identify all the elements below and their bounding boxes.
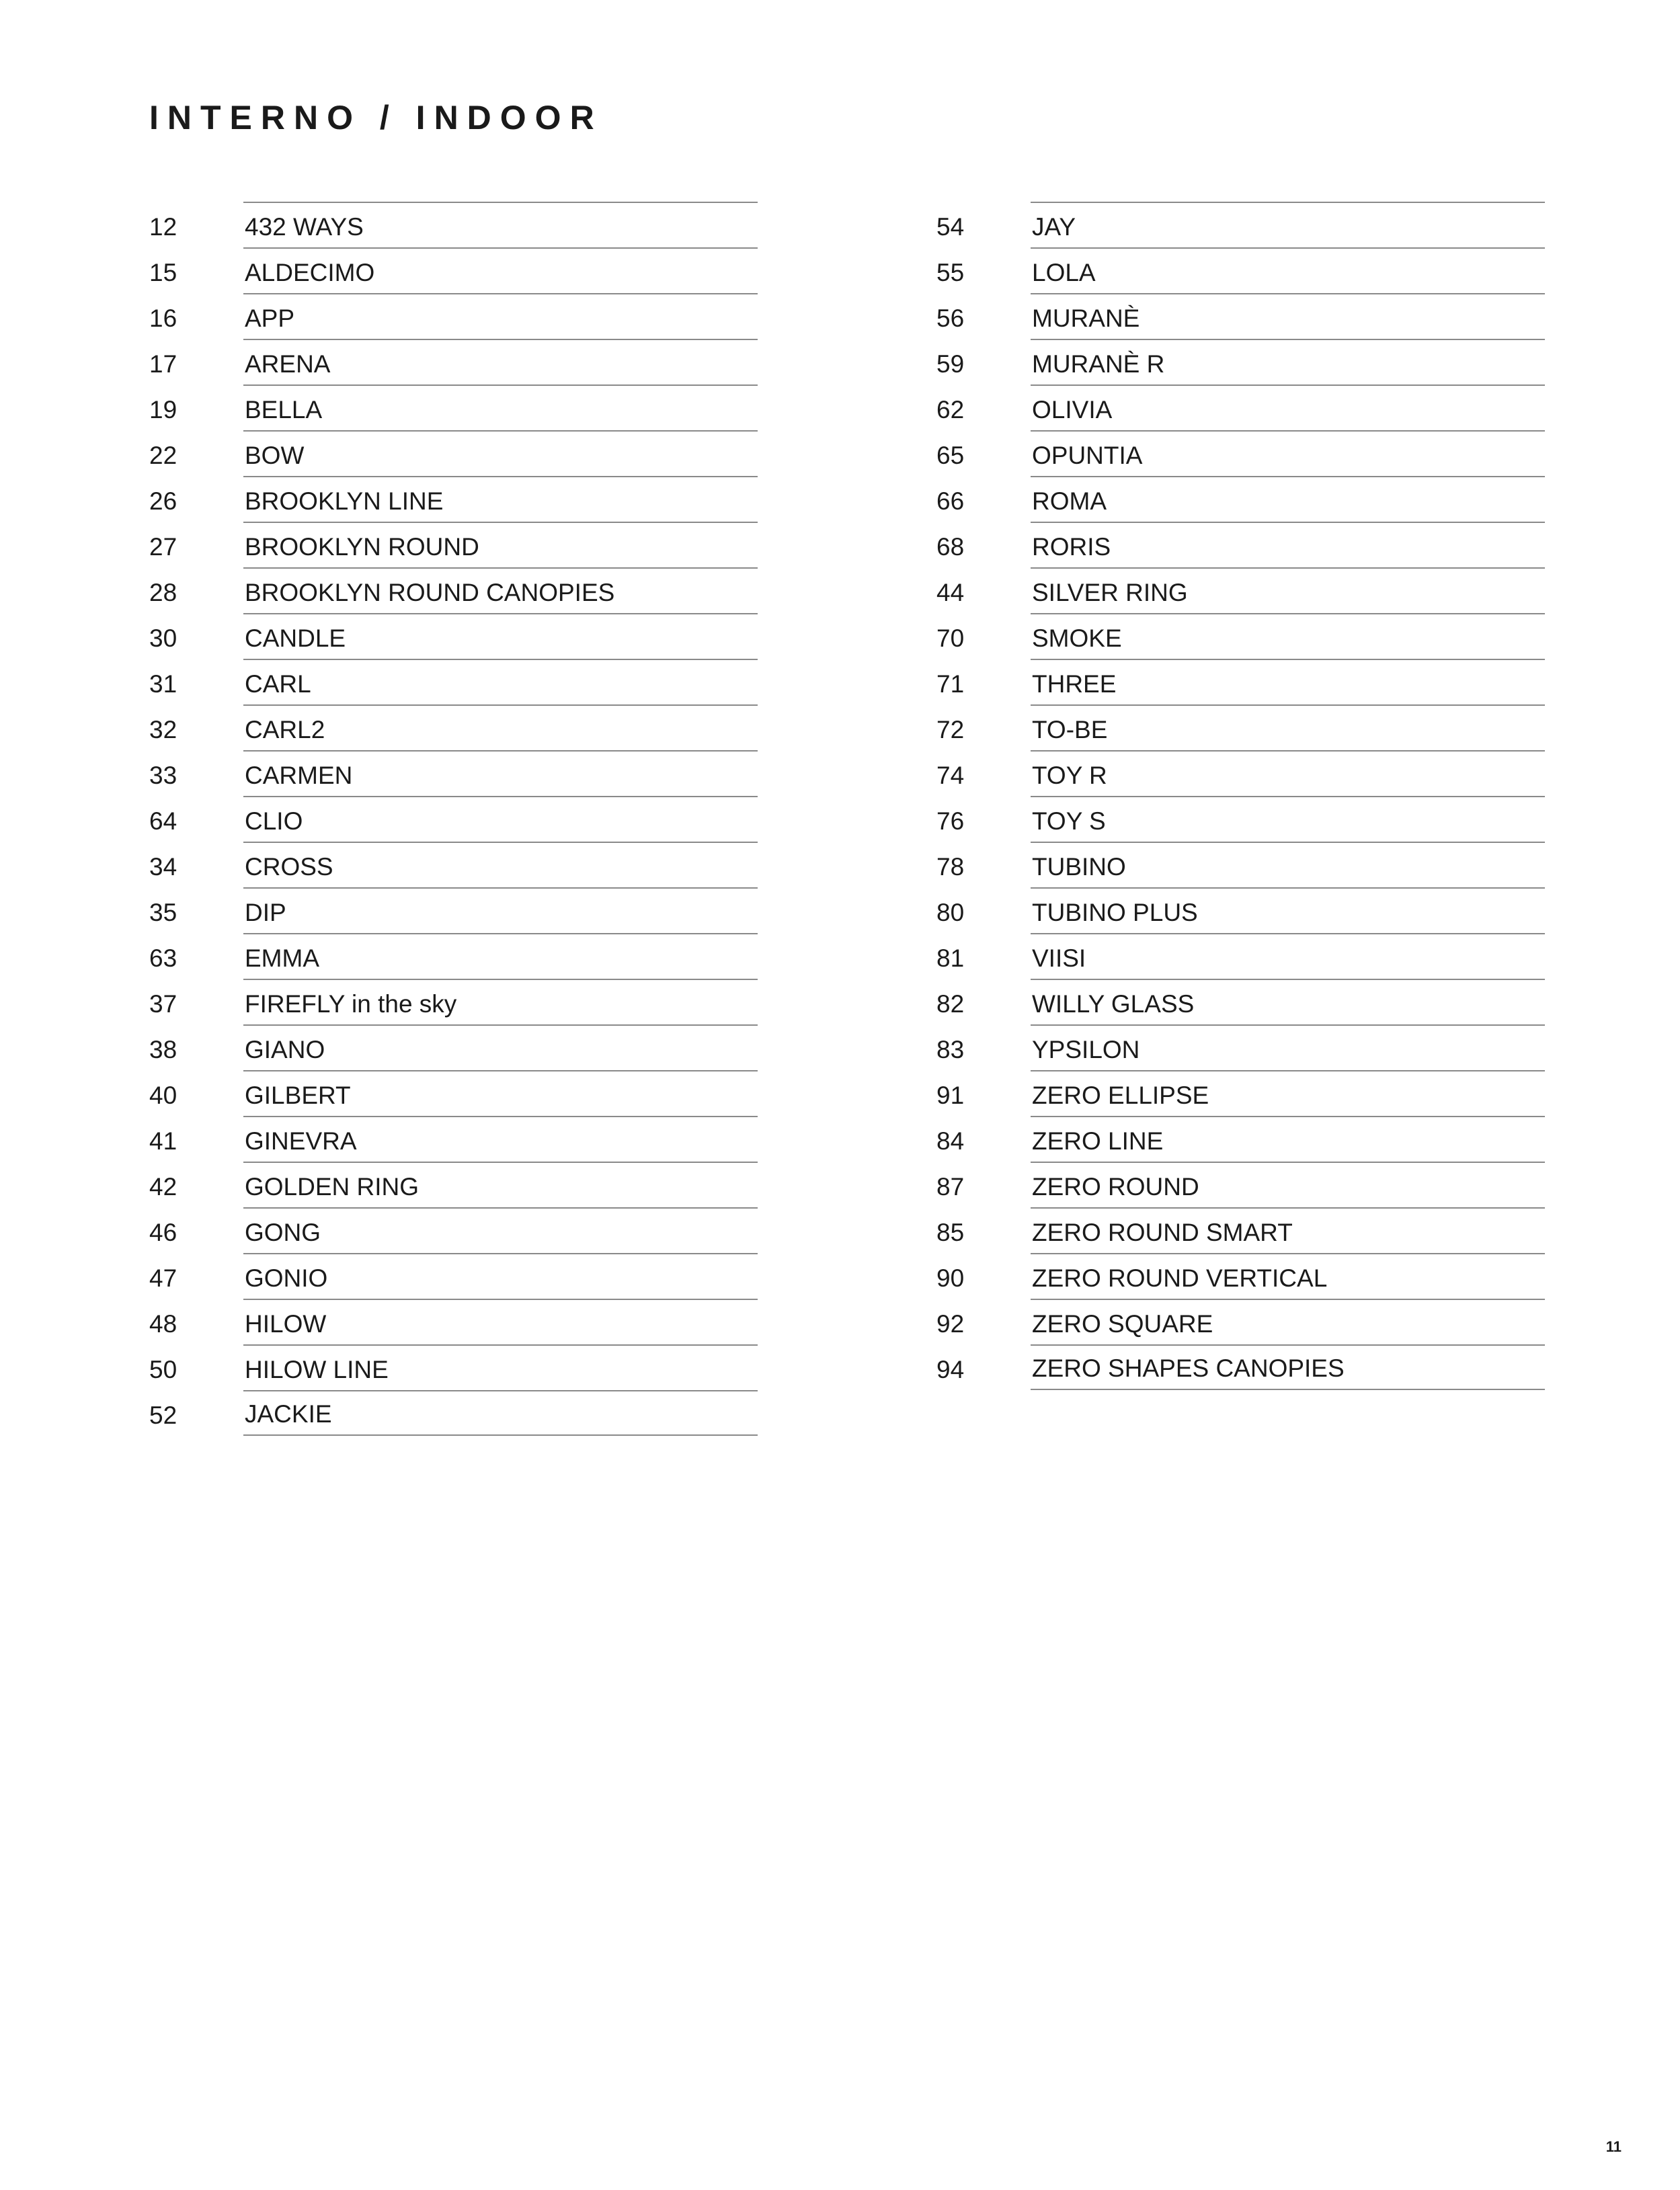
index-entry xyxy=(149,887,758,933)
index-page-number: 34 xyxy=(149,853,177,881)
index-page-number: 41 xyxy=(149,1127,177,1155)
index-entry xyxy=(149,430,758,476)
index-page-number: 33 xyxy=(149,762,177,789)
index-product-name: BROOKLYN LINE xyxy=(245,487,444,515)
index-product-name: DIP xyxy=(245,899,286,926)
index-product-name: CROSS xyxy=(245,853,333,881)
index-entry xyxy=(936,1070,1545,1116)
index-name-cell xyxy=(1031,476,1545,522)
index-entry xyxy=(936,979,1545,1024)
index-page-number: 90 xyxy=(936,1264,965,1292)
index-name-cell xyxy=(1031,1070,1545,1116)
index-name-cell xyxy=(1031,430,1545,476)
index-name-cell xyxy=(243,750,758,796)
index-entry xyxy=(149,202,758,247)
index-product-name: SILVER RING xyxy=(1032,579,1188,606)
index-page-number: 92 xyxy=(936,1310,965,1338)
index-product-name: RORIS xyxy=(1032,533,1111,561)
index-product-name: CARMEN xyxy=(245,762,353,789)
index-product-name: WILLY GLASS xyxy=(1032,990,1195,1018)
index-name-cell xyxy=(243,1024,758,1070)
index-name-cell xyxy=(1031,704,1545,750)
index-name-cell xyxy=(1031,384,1545,430)
index-page-number: 42 xyxy=(149,1173,177,1201)
index-product-name: GONG xyxy=(245,1219,321,1246)
index-page-number: 32 xyxy=(149,716,177,743)
index-entry xyxy=(149,1116,758,1162)
index-entry xyxy=(149,842,758,887)
index-name-cell xyxy=(243,1299,758,1344)
index-product-name: TOY S xyxy=(1032,807,1106,835)
index-page-number: 72 xyxy=(936,716,965,743)
index-product-name: YPSILON xyxy=(1032,1036,1140,1063)
index-page-number: 91 xyxy=(936,1082,965,1109)
index-product-name: THREE xyxy=(1032,670,1117,698)
index-name-cell xyxy=(243,1207,758,1253)
index-entry xyxy=(149,933,758,979)
index-name-cell xyxy=(243,704,758,750)
index-product-name: GONIO xyxy=(245,1264,328,1292)
index-page-number: 76 xyxy=(936,807,965,835)
index-page-number: 26 xyxy=(149,487,177,515)
index-column-left xyxy=(149,202,758,1436)
index-entry xyxy=(936,842,1545,887)
index-product-name: EMMA xyxy=(245,944,319,972)
page-number: 11 xyxy=(1605,2138,1622,2155)
index-name-cell xyxy=(1031,1299,1545,1344)
index-entry xyxy=(936,293,1545,339)
index-product-name: CLIO xyxy=(245,807,303,835)
index-product-name: BROOKLYN ROUND CANOPIES xyxy=(245,579,615,606)
index-name-cell xyxy=(1031,339,1545,384)
index-entry xyxy=(149,247,758,293)
index-column-right xyxy=(936,202,1545,1390)
index-name-cell xyxy=(243,1162,758,1207)
index-name-cell xyxy=(243,979,758,1024)
index-product-name: FIREFLY in the sky xyxy=(245,990,457,1018)
index-product-name: HILOW LINE xyxy=(245,1356,389,1383)
index-name-cell xyxy=(243,1390,758,1436)
index-entry xyxy=(149,476,758,522)
index-page-number: 38 xyxy=(149,1036,177,1063)
index-page-number: 66 xyxy=(936,487,965,515)
index-name-cell xyxy=(1031,247,1545,293)
index-entry xyxy=(149,1344,758,1390)
index-product-name: 432 WAYS xyxy=(245,213,364,241)
index-product-name: BROOKLYN ROUND xyxy=(245,533,479,561)
index-product-name: ROMA xyxy=(1032,487,1107,515)
index-entry xyxy=(936,430,1545,476)
index-page-number: 48 xyxy=(149,1310,177,1338)
index-page-number: 40 xyxy=(149,1082,177,1109)
index-page-number: 30 xyxy=(149,624,177,652)
index-entry xyxy=(936,339,1545,384)
index-product-name: JACKIE xyxy=(245,1400,332,1428)
index-product-name: CARL xyxy=(245,670,311,698)
index-entry xyxy=(149,613,758,659)
index-entry xyxy=(149,293,758,339)
index-product-name: TUBINO PLUS xyxy=(1032,899,1198,926)
index-entry xyxy=(149,1162,758,1207)
index-name-cell xyxy=(1031,979,1545,1024)
index-entry xyxy=(936,1024,1545,1070)
index-product-name: GIANO xyxy=(245,1036,325,1063)
index-product-name: ZERO LINE xyxy=(1032,1127,1164,1155)
index-page-number: 28 xyxy=(149,579,177,606)
index-page-number: 81 xyxy=(936,944,965,972)
index-name-cell xyxy=(243,247,758,293)
index-page-number: 37 xyxy=(149,990,177,1018)
index-entry xyxy=(936,1116,1545,1162)
index-name-cell xyxy=(243,887,758,933)
index-product-name: OLIVIA xyxy=(1032,396,1113,423)
index-product-name: HILOW xyxy=(245,1310,327,1338)
index-product-name: ZERO ELLIPSE xyxy=(1032,1082,1209,1109)
index-entry xyxy=(936,202,1545,247)
index-entry xyxy=(149,384,758,430)
index-name-cell xyxy=(243,476,758,522)
index-page-number: 44 xyxy=(936,579,965,606)
index-page-number: 50 xyxy=(149,1356,177,1383)
index-name-cell xyxy=(243,293,758,339)
index-name-cell xyxy=(243,613,758,659)
index-page-number: 12 xyxy=(149,213,177,241)
index-entry xyxy=(936,704,1545,750)
index-page-number: 22 xyxy=(149,442,177,469)
index-entry xyxy=(936,1253,1545,1299)
index-name-cell xyxy=(1031,1344,1545,1390)
index-product-name: GINEVRA xyxy=(245,1127,357,1155)
index-entry xyxy=(936,796,1545,842)
index-entry xyxy=(936,567,1545,613)
index-entry xyxy=(936,1162,1545,1207)
index-name-cell xyxy=(243,1070,758,1116)
index-product-name: CANDLE xyxy=(245,624,346,652)
index-page-number: 52 xyxy=(149,1402,177,1429)
index-page-number: 83 xyxy=(936,1036,965,1063)
index-name-cell xyxy=(243,796,758,842)
index-entry xyxy=(936,659,1545,704)
index-page-number: 74 xyxy=(936,762,965,789)
index-page-number: 71 xyxy=(936,670,965,698)
index-product-name: TUBINO xyxy=(1032,853,1126,881)
index-product-name: ZERO ROUND xyxy=(1032,1173,1199,1201)
index-product-name: JAY xyxy=(1032,213,1076,241)
index-name-cell xyxy=(243,567,758,613)
index-product-name: ZERO SQUARE xyxy=(1032,1310,1213,1338)
index-page-number: 15 xyxy=(149,259,177,286)
index-page-number: 65 xyxy=(936,442,965,469)
index-name-cell xyxy=(243,659,758,704)
index-name-cell xyxy=(1031,202,1545,247)
index-page-number: 70 xyxy=(936,624,965,652)
index-product-name: APP xyxy=(245,305,295,332)
index-page-number: 82 xyxy=(936,990,965,1018)
index-entry xyxy=(149,1070,758,1116)
index-name-cell xyxy=(1031,1024,1545,1070)
index-entry xyxy=(149,1390,758,1436)
index-product-name: OPUNTIA xyxy=(1032,442,1143,469)
index-entry xyxy=(936,1344,1545,1390)
index-product-name: SMOKE xyxy=(1032,624,1122,652)
index-product-name: ZERO SHAPES CANOPIES xyxy=(1032,1354,1345,1382)
index-page-number: 27 xyxy=(149,533,177,561)
index-product-name: TOY R xyxy=(1032,762,1107,789)
index-entry xyxy=(149,522,758,567)
index-entry xyxy=(936,247,1545,293)
index-name-cell xyxy=(243,1253,758,1299)
index-product-name: BELLA xyxy=(245,396,323,423)
index-page-number: 64 xyxy=(149,807,177,835)
index-name-cell xyxy=(243,933,758,979)
index-entry xyxy=(936,384,1545,430)
index-entry xyxy=(149,1253,758,1299)
index-page-number: 59 xyxy=(936,350,965,378)
index-name-cell xyxy=(243,1116,758,1162)
index-entry xyxy=(149,979,758,1024)
index-name-cell xyxy=(243,522,758,567)
index-page-number: 80 xyxy=(936,899,965,926)
index-page-number: 31 xyxy=(149,670,177,698)
index-page-number: 19 xyxy=(149,396,177,423)
index-name-cell xyxy=(243,842,758,887)
index-name-cell xyxy=(1031,613,1545,659)
index-product-name: CARL2 xyxy=(245,716,325,743)
index-name-cell xyxy=(1031,887,1545,933)
index-name-cell xyxy=(1031,1116,1545,1162)
index-name-cell xyxy=(1031,796,1545,842)
index-entry xyxy=(149,567,758,613)
index-page-number: 68 xyxy=(936,533,965,561)
page-title: INTERNO / INDOOR xyxy=(149,99,603,136)
index-entry xyxy=(149,1299,758,1344)
index-page-number: 56 xyxy=(936,305,965,332)
index-page-number: 35 xyxy=(149,899,177,926)
index-page-number: 94 xyxy=(936,1356,965,1383)
index-entry xyxy=(936,1299,1545,1344)
index-entry xyxy=(149,796,758,842)
index-product-name: VIISI xyxy=(1032,944,1086,972)
index-entry xyxy=(936,613,1545,659)
index-name-cell xyxy=(1031,293,1545,339)
index-entry xyxy=(149,704,758,750)
index-name-cell xyxy=(243,202,758,247)
index-entry xyxy=(936,1207,1545,1253)
index-entry xyxy=(149,1207,758,1253)
index-page-number: 17 xyxy=(149,350,177,378)
index-product-name: TO-BE xyxy=(1032,716,1108,743)
index-page-number: 55 xyxy=(936,259,965,286)
index-entry xyxy=(936,933,1545,979)
index-page-number: 47 xyxy=(149,1264,177,1292)
index-product-name: BOW xyxy=(245,442,305,469)
index-name-cell xyxy=(1031,1162,1545,1207)
index-name-cell xyxy=(243,1344,758,1390)
index-entry xyxy=(149,339,758,384)
index-page-number: 78 xyxy=(936,853,965,881)
index-name-cell xyxy=(1031,933,1545,979)
index-page-number: 63 xyxy=(149,944,177,972)
index-product-name: GOLDEN RING xyxy=(245,1173,419,1201)
index-page-number: 62 xyxy=(936,396,965,423)
index-page-number: 46 xyxy=(149,1219,177,1246)
index-name-cell xyxy=(1031,1207,1545,1253)
index-name-cell xyxy=(1031,750,1545,796)
index-entry xyxy=(936,476,1545,522)
index-page-number: 84 xyxy=(936,1127,965,1155)
index-page-number: 16 xyxy=(149,305,177,332)
index-product-name: MURANÈ R xyxy=(1032,350,1165,378)
index-name-cell xyxy=(243,339,758,384)
index-entry xyxy=(149,1024,758,1070)
index-product-name: ZERO ROUND VERTICAL xyxy=(1032,1264,1328,1292)
index-product-name: LOLA xyxy=(1032,259,1096,286)
index-product-name: GILBERT xyxy=(245,1082,351,1109)
index-name-cell xyxy=(1031,1253,1545,1299)
index-entry xyxy=(936,887,1545,933)
index-product-name: ALDECIMO xyxy=(245,259,375,286)
index-page-number: 54 xyxy=(936,213,965,241)
index-product-name: ZERO ROUND SMART xyxy=(1032,1219,1293,1246)
index-name-cell xyxy=(1031,567,1545,613)
index-page-number: 85 xyxy=(936,1219,965,1246)
index-product-name: MURANÈ xyxy=(1032,305,1140,332)
index-name-cell xyxy=(1031,659,1545,704)
index-entry xyxy=(936,522,1545,567)
index-name-cell xyxy=(1031,522,1545,567)
index-entry xyxy=(936,750,1545,796)
index-name-cell xyxy=(243,430,758,476)
index-page-number: 87 xyxy=(936,1173,965,1201)
index-entry xyxy=(149,659,758,704)
index-name-cell xyxy=(1031,842,1545,887)
index-entry xyxy=(149,750,758,796)
index-product-name: ARENA xyxy=(245,350,331,378)
index-name-cell xyxy=(243,384,758,430)
